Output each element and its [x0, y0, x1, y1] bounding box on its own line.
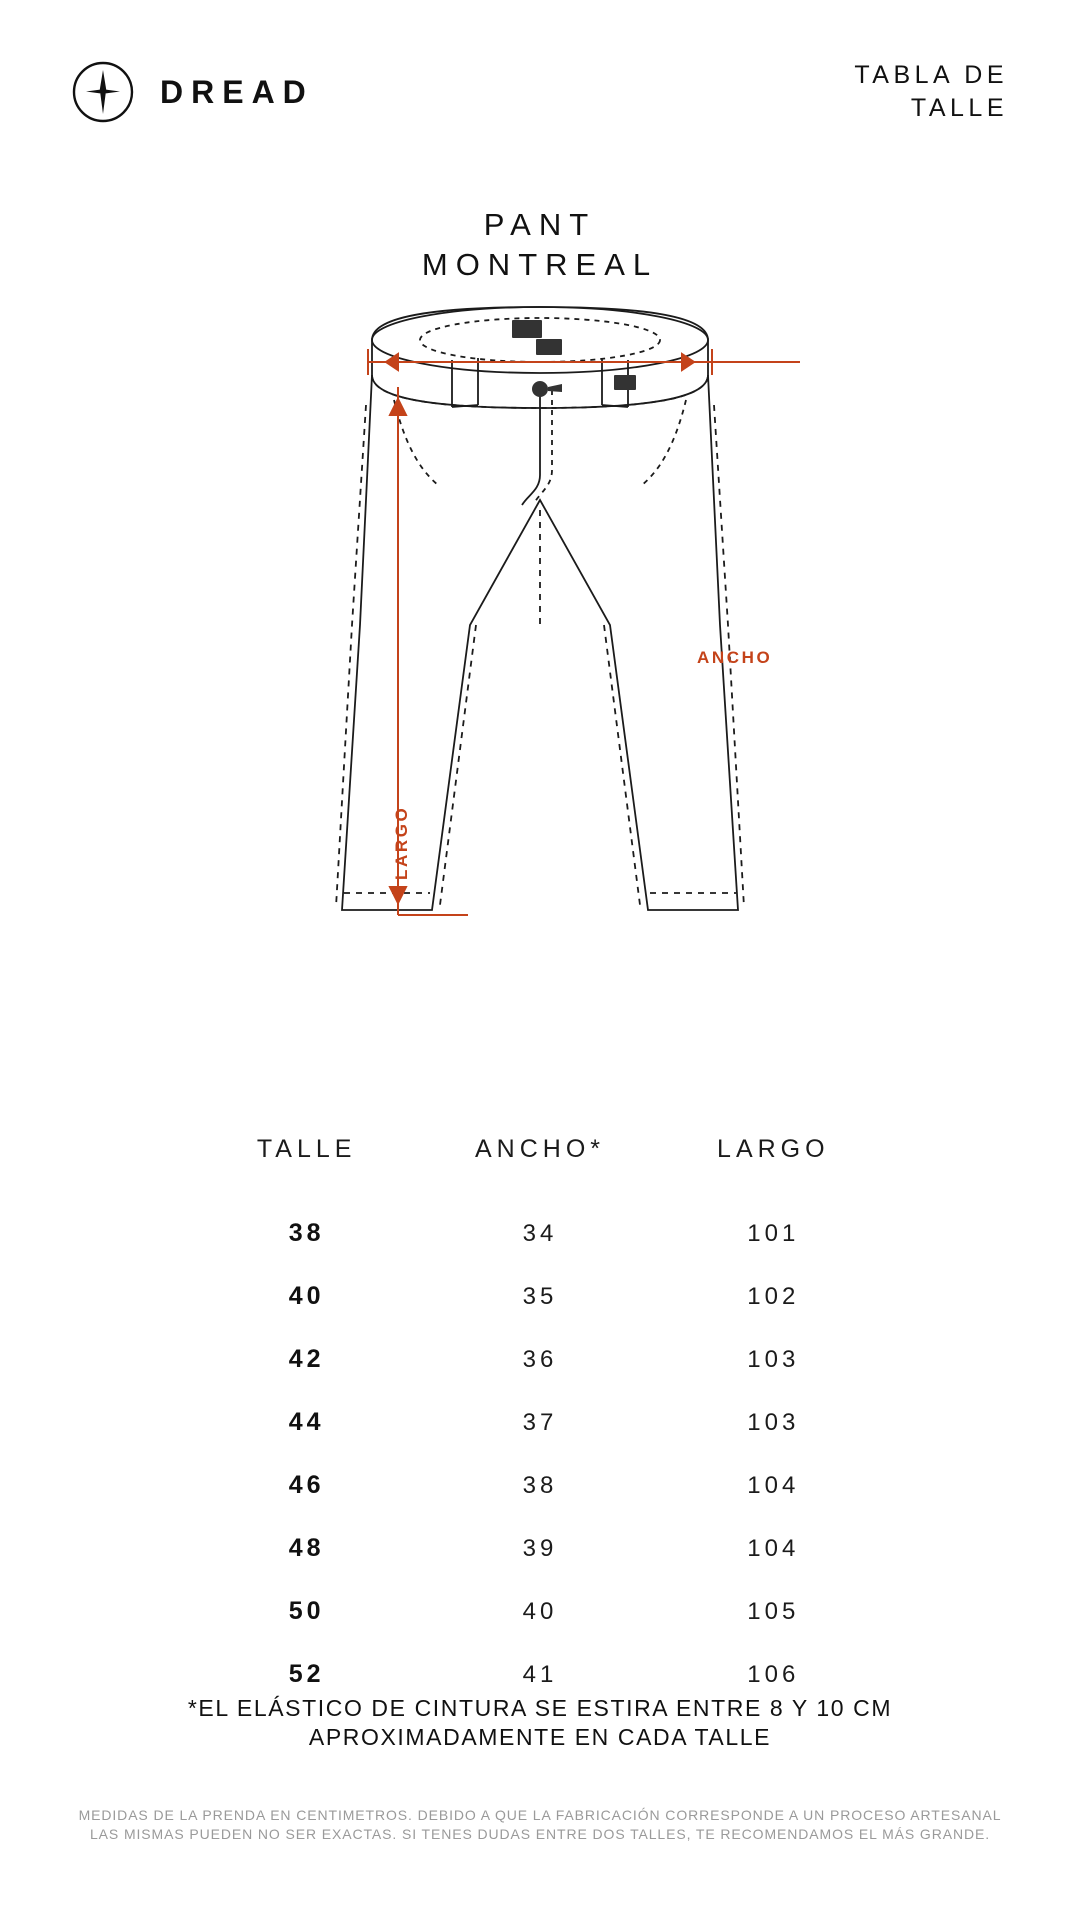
cell-largo: 103	[747, 1408, 800, 1436]
document-title-line1: TABLA DE	[854, 61, 1008, 89]
fineprint-line2: LAS MISMAS PUEDEN NO SER EXACTAS. SI TENES DUDAS ENTRE DOS TALLES, TE RECOMENDAMOS EL MÁS GRANDE.	[90, 1825, 990, 1842]
cell-ancho: 40	[522, 1597, 558, 1625]
column-header-ancho: ANCHO*	[474, 1135, 605, 1163]
pant-technical-drawing	[0, 295, 1080, 935]
elastic-note	[0, 1694, 1080, 1753]
pant-diagram-svg	[0, 295, 1080, 935]
cell-talle: 50	[288, 1597, 325, 1625]
cell-ancho: 34	[522, 1219, 558, 1247]
measurement-label-largo: LARGO	[392, 805, 411, 880]
cell-ancho: 36	[522, 1345, 558, 1373]
table-row	[190, 1202, 890, 1265]
cell-talle: 52	[288, 1660, 325, 1688]
cell-largo: 104	[747, 1534, 800, 1562]
column-header-talle: TALLE	[256, 1135, 357, 1163]
cell-ancho: 38	[522, 1471, 558, 1499]
cell-largo: 104	[747, 1471, 800, 1499]
brand-name: DREAD	[160, 74, 314, 110]
elastic-note-line2: APROXIMADAMENTE EN CADA TALLE	[308, 1724, 772, 1751]
size-table-header	[190, 1135, 890, 1202]
product-title-line2: MONTREAL	[421, 246, 659, 282]
cell-talle: 42	[288, 1345, 325, 1373]
brand-lockup	[72, 61, 314, 123]
cell-largo: 103	[747, 1345, 800, 1373]
table-row	[190, 1517, 890, 1580]
cell-talle: 38	[288, 1219, 325, 1247]
cell-ancho: 41	[522, 1660, 558, 1688]
table-row	[190, 1454, 890, 1517]
page-header	[0, 52, 1080, 132]
cell-talle: 40	[288, 1282, 325, 1310]
table-row	[190, 1391, 890, 1454]
size-table	[190, 1135, 890, 1706]
cell-largo: 106	[747, 1660, 800, 1688]
cell-ancho: 37	[522, 1408, 558, 1436]
product-title-line1: PANT	[483, 207, 597, 242]
cell-talle: 48	[288, 1534, 325, 1562]
elastic-note-line1: *EL ELÁSTICO DE CINTURA SE ESTIRA ENTRE 8 Y 10 CM	[187, 1695, 893, 1721]
fineprint-line1: MEDIDAS DE LA PRENDA EN CENTIMETROS. DEBIDO A QUE LA FABRICACIÓN CORRESPONDE A UN PROCESO ARTESANAL	[78, 1807, 1002, 1823]
table-row	[190, 1265, 890, 1328]
product-title	[0, 205, 1080, 284]
cell-talle: 44	[288, 1408, 325, 1436]
cell-ancho: 35	[522, 1282, 558, 1310]
measurement-label-ancho: ANCHO	[697, 648, 773, 667]
column-header-largo: LARGO	[717, 1135, 830, 1163]
table-row	[190, 1328, 890, 1391]
cell-talle: 46	[288, 1471, 325, 1499]
fineprint-note	[0, 1806, 1080, 1844]
dread-compass-logo-icon	[72, 61, 134, 123]
cell-largo: 102	[747, 1282, 800, 1310]
document-title	[854, 59, 1008, 125]
document-title-line2: TALLE	[910, 94, 1008, 122]
cell-largo: 101	[747, 1219, 800, 1247]
table-row	[190, 1580, 890, 1643]
cell-largo: 105	[747, 1597, 800, 1625]
cell-ancho: 39	[522, 1534, 558, 1562]
